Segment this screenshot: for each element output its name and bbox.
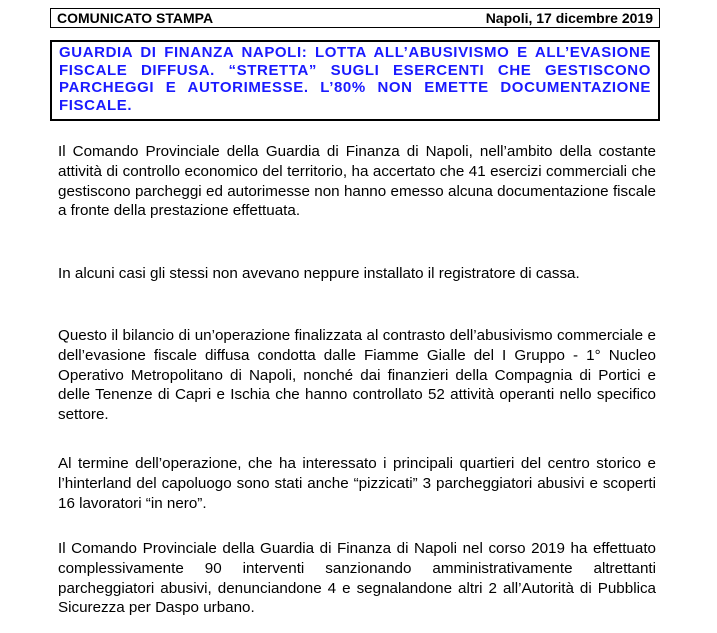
- paragraph-1: Il Comando Provinciale della Guardia di Finanza di Napoli, nell’ambito della costante attività di controllo economico del territorio, ha accertato che 41 esercizi commerciali che gestiscono parcheggi ed autorimesse non hanno emesso alcuna documentazione fiscale a fronte della prestazione effettuata.: [58, 143, 656, 220]
- header-place-date: Napoli, 17 dicembre 2019: [485, 10, 653, 26]
- paragraph-4: Al termine dell’operazione, che ha interessato i principali quartieri del centro storico e l’hinterland del capoluogo sono stati anche “pizzicati” 3 parcheggiatori abusivi e scoperti 16 lavoratori “in nero”.: [58, 455, 656, 512]
- header-label: COMUNICATO STAMPA: [57, 10, 214, 26]
- press-release-header: [50, 8, 660, 28]
- paragraph-5: Il Comando Provinciale della Guardia di Finanza di Napoli nel corso 2019 ha effettuato complessivamente 90 interventi sanzionando amministrativamente altrettanti parcheggiatori abusivi, denunciandone 4 e segnalandone altri 2 all’Autorità di Pubblica Sicurezza per Daspo urbano.: [58, 540, 656, 617]
- headline-box: GUARDIA DI FINANZA NAPOLI: LOTTA ALL’ABUSIVISMO E ALL’EVASIONE FISCALE DIFFUSA. “STRETTA” SUGLI ESERCENTI CHE GESTISCONO PARCHEGGI E AUTORIMESSE. L’80% NON EMETTE DOCUMENTAZIONE FISCALE.: [50, 40, 660, 121]
- paragraph-3: Questo il bilancio di un’operazione finalizzata al contrasto dell’abusivismo commerciale e dell’evasione fiscale diffusa condotta dalle Fiamme Gialle del I Gruppo - 1° Nucleo Operativo Metropolitano di Napoli, nonché dai finanzieri della Compagnia di Portici e delle Tenenze di Capri e Ischia che hanno controllato 52 attività operanti nello specifico settore.: [58, 327, 656, 424]
- paragraph-2: In alcuni casi gli stessi non avevano neppure installato il registratore di cassa.: [58, 265, 580, 282]
